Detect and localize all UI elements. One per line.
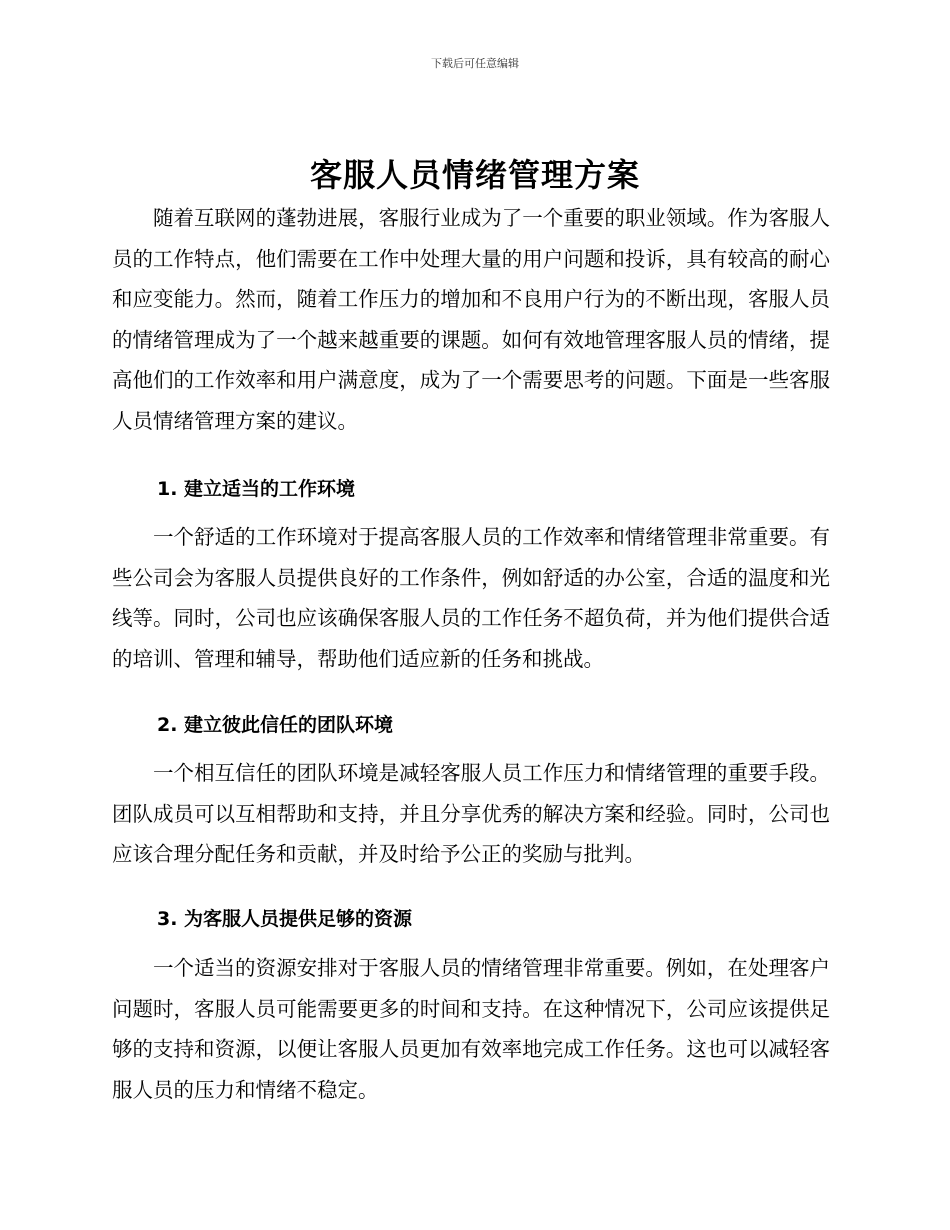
section-heading-1: 1. 建立适当的工作环境 xyxy=(157,478,356,500)
section-paragraph-3: 一个适当的资源安排对于客服人员的情绪管理非常重要。例如，在处理客户问题时，客服人员可能需要更多的时间和支持。在这种情况下，公司应该提供足够的支持和资源，以便让客服人员更加有效率地完成工作任务。这也可以减轻客服人员的压力和情绪不稳定。 xyxy=(112,956,830,1102)
intro-block xyxy=(112,198,830,441)
document-title: 客服人员情绪管理方案 xyxy=(309,156,640,194)
section-1-block xyxy=(112,517,830,679)
intro-paragraph: 随着互联网的蓬勃进展，客服行业成为了一个重要的职业领域。作为客服人员的工作特点，他们需要在工作中处理大量的用户问题和投诉，具有较高的耐心和应变能力。然而，随着工作压力的增加和不良用户行为的不断出现，客服人员的情绪管理成为了一个越来越重要的课题。如何有效地管理客服人员的情绪，提高他们的工作效率和用户满意度，成为了一个需要思考的问题。下面是一些客服人员情绪管理方案的建议。 xyxy=(112,206,830,433)
section-3-block xyxy=(112,948,830,1110)
section-heading-2: 2. 建立彼此信任的团队环境 xyxy=(157,714,394,736)
section-2-block xyxy=(112,753,830,875)
section-heading-3: 3. 为客服人员提供足够的资源 xyxy=(157,908,413,930)
header-note: 下载后可任意编辑 xyxy=(431,57,519,70)
section-paragraph-2: 一个相互信任的团队环境是减轻客服人员工作压力和情绪管理的重要手段。团队成员可以互相帮助和支持，并且分享优秀的解决方案和经验。同时，公司也应该合理分配任务和贡献，并及时给予公正的奖励与批判。 xyxy=(112,761,830,866)
section-paragraph-1: 一个舒适的工作环境对于提高客服人员的工作效率和情绪管理非常重要。有些公司会为客服人员提供良好的工作条件，例如舒适的办公室，合适的温度和光线等。同时，公司也应该确保客服人员的工作任务不超负荷，并为他们提供合适的培训、管理和辅导，帮助他们适应新的任务和挑战。 xyxy=(112,525,830,671)
